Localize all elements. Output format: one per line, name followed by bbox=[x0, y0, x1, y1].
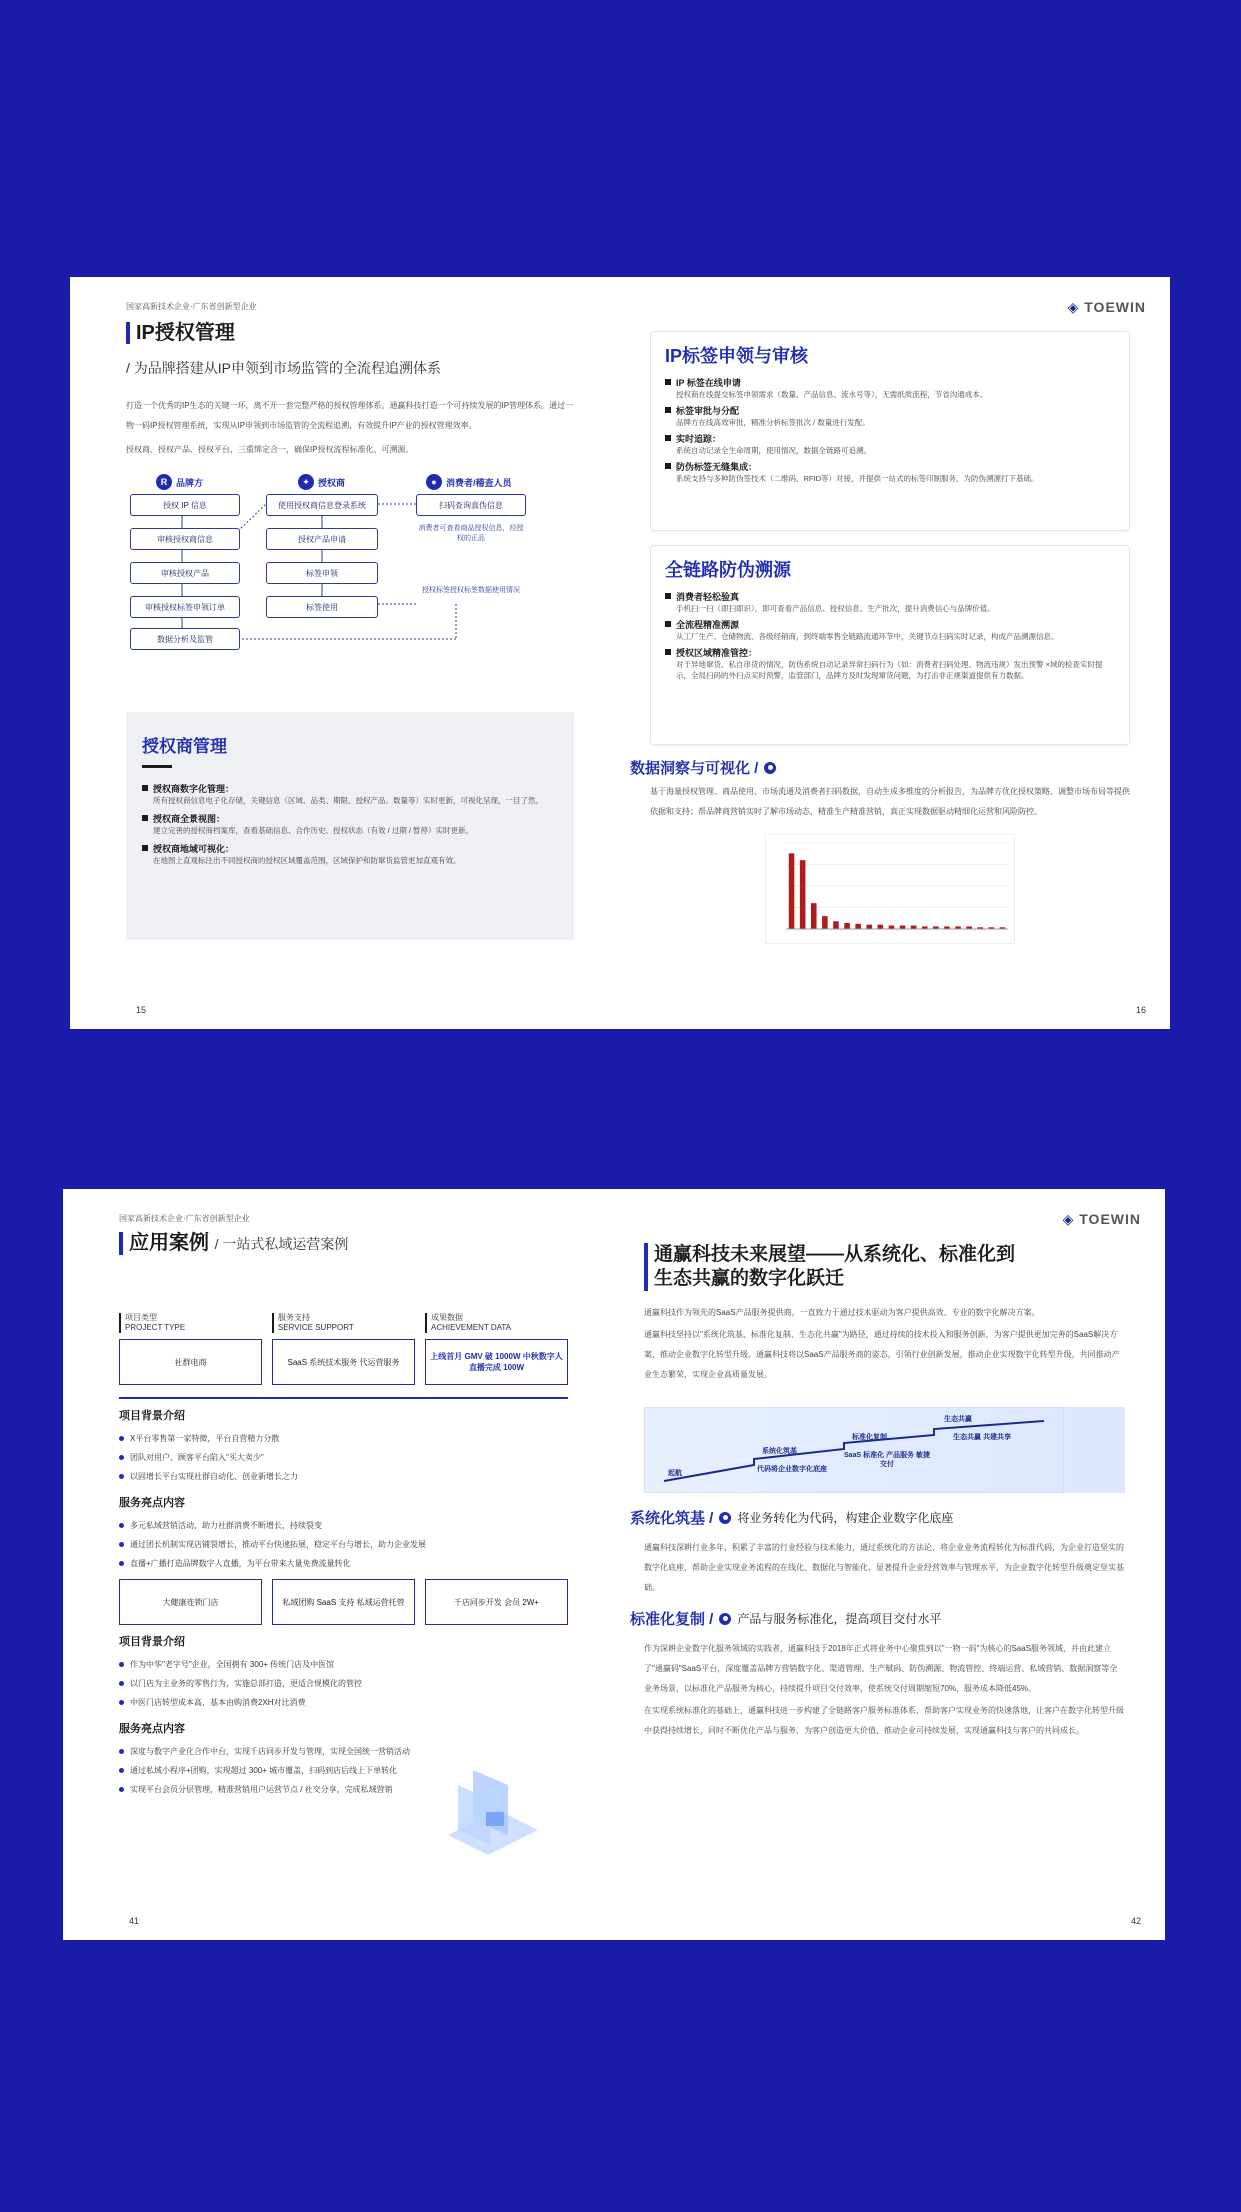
meta-project-type: 项目类型 PROJECT TYPE 社群电商 bbox=[119, 1313, 262, 1385]
chart-bar bbox=[878, 925, 884, 929]
flow-box: 授权产品申请 bbox=[266, 528, 378, 550]
background-list-2 bbox=[119, 1655, 568, 1712]
chart-bar bbox=[844, 923, 850, 929]
flow-box: 审核授权标签申领订单 bbox=[130, 596, 240, 618]
list-item: 实现平台会员分层管理，精准营销用户运营节点 / 社交分享，完成私域营销 bbox=[119, 1780, 449, 1799]
section-heading-standardization: 标准化复制 / 产品与服务标准化，提高项目交付水平 bbox=[630, 1611, 942, 1628]
ip-flow-diagram bbox=[126, 474, 574, 674]
project-meta-row bbox=[119, 1313, 568, 1385]
bullet-head: 实时追踪： bbox=[665, 432, 1115, 445]
chart-bar bbox=[822, 916, 828, 929]
ribbon-label: 系统化筑基 bbox=[762, 1448, 797, 1455]
list-item: 中医门店转型成本高，基本由购消费2XH对比消费 bbox=[119, 1693, 568, 1712]
intro-paragraph: 通赢科技作为领先的SaaS产品服务提供商，一直致力于通过技术驱动为客户提供高效、专业的数字化解决方案。 bbox=[644, 1308, 1040, 1317]
chart-bar bbox=[800, 860, 806, 929]
list-item: 以门店为主业务的零售行为，实施总部打造，更适合规模化的管控 bbox=[119, 1674, 568, 1693]
bullet-desc: 建立完善的授权商档案库，查看基础信息、合作历史、授权状态（有效 / 过期 / 暂停）实时更新。 bbox=[153, 826, 473, 835]
list-item: 通过私域小程序+团购，实现超过 300+ 城市覆盖，扫码到店后线上下单转化 bbox=[119, 1761, 449, 1780]
ribbon-label: 代码将企业数字化底座 bbox=[757, 1466, 827, 1473]
standardization-paragraph: 作为深耕企业数字化服务领域的实践者，通赢科技于2018年正式将业务中心聚焦到以"一物一码"为核心的SaaS服务领域，并由此建立了"通赢码"SaaS平台，深度覆盖品牌方营销数字化、渠道管理、生产赋码、防伪溯源、物流管控、终端运营、私域营销、数据洞察等全业务场景，以标准化产品服务为核心，持续提升项目交付效率，使系统交付周期缩短70%，服务成本降低45%。 bbox=[644, 1644, 1118, 1693]
meta-value: 私域团购 SaaS 支持 私域运营托管 bbox=[272, 1579, 415, 1625]
flow-box: 标签申领 bbox=[266, 562, 378, 584]
flow-box: 扫码查询真伪信息 bbox=[416, 494, 526, 516]
network-icon: ✦ bbox=[298, 474, 314, 490]
page-number: 41 bbox=[129, 1916, 140, 1926]
toewin-logo: ◈ TOEWIN bbox=[1062, 1211, 1141, 1227]
page-title: 应用案例 / 一站式私域运营案例 bbox=[119, 1232, 568, 1255]
page-41 bbox=[63, 1189, 614, 1940]
bullet-head: 防伪标签无缝集成： bbox=[665, 460, 1115, 473]
anti-counterfeit-card bbox=[650, 545, 1130, 745]
meta-value: SaaS 系统技术服务 代运营服务 bbox=[272, 1339, 415, 1385]
bullet-desc: 品牌方在线高效审批，精准分析标签批次 / 数量进行发配。 bbox=[676, 418, 870, 427]
list-item: 以固增长平台实现社群自动化、创业新增长之力 bbox=[119, 1467, 568, 1486]
highlights-list-2 bbox=[119, 1742, 449, 1799]
meta-value: 千店同步开发 会员 2W+ bbox=[425, 1579, 568, 1625]
ribbon-label: 标准化复制 bbox=[852, 1434, 887, 1441]
page-title: 通赢科技未来展望——从系统化、标准化到生态共赢的数字化跃迁 bbox=[644, 1243, 1024, 1291]
section-heading: 服务亮点内容 bbox=[119, 1497, 185, 1509]
flow-box: 授权 IP 信息 bbox=[130, 494, 240, 516]
bullet-desc: 在地图上直观标注出不同授权商的授权区域覆盖范围，区域保护和防窜货监管更加直观有效。 bbox=[153, 856, 461, 865]
chart-bar bbox=[789, 853, 795, 929]
bullet-head: 授权商全景视图： bbox=[142, 812, 558, 825]
licensee-column-head: ✦ 授权商 bbox=[298, 474, 345, 490]
chart-bar bbox=[889, 926, 895, 929]
background-list bbox=[119, 1429, 568, 1486]
meta-achievement: 成果数据 ACHIEVEMENT DATA 上线首月 GMV 破 1000W 中秋数字人直播完成 100W bbox=[425, 1313, 568, 1385]
page-42 bbox=[614, 1189, 1165, 1940]
list-item: 深度与数字产业化合作中台，实现千店同步开发与管理，实现全国统一营销活动 bbox=[119, 1742, 449, 1761]
roadmap-ribbon bbox=[644, 1407, 1125, 1493]
bullet-desc: 对于异地窜货、私自串货的情况，防伪系统自动记录异常扫码行为（如：消费者扫码处理、物流违规）发出预警 ×域的检查实时提示，全局扫码的外扫点实时预警，监管部门，品牌方及时发现窜货问题，为打击非正规渠道提供有力数据。 bbox=[676, 660, 1103, 680]
bullet-desc: 系统支持与多种防伪签技术（二维码、RFID等）对接，并提供一站式的标签印制服务，为防伪溯源打下基础。 bbox=[676, 474, 1039, 483]
section-heading: 项目背景介绍 bbox=[119, 1410, 185, 1422]
title-underline bbox=[142, 765, 172, 768]
section-divider bbox=[119, 1397, 568, 1399]
page-number: 16 bbox=[1135, 1005, 1146, 1015]
highlights-list bbox=[119, 1516, 568, 1573]
insight-paragraph: 基于海量授权管理、商品使用、市场流通及消费者扫码数据，自动生成多维度的分析报告，为品牌方优化授权策略、调整市场布局等提供依据和支持；帮品牌商营销实时了解市场动态，精准生产精准营销，真正实现数据驱动精细化运营和风险防控。 bbox=[650, 787, 1130, 816]
bullet-head: 授权区域精准管控： bbox=[665, 646, 1115, 659]
running-head: 国家高新技术企业·广东省创新型企业 bbox=[126, 302, 257, 311]
meta-value: 上线首月 GMV 破 1000W 中秋数字人直播完成 100W bbox=[425, 1339, 568, 1385]
meta-value: 大健康连锁门店 bbox=[119, 1579, 262, 1625]
brand-r-icon: R bbox=[156, 474, 172, 490]
ip-label-card bbox=[650, 331, 1130, 531]
ribbon-label: 起航 bbox=[668, 1470, 682, 1477]
spread-ip-management bbox=[70, 277, 1170, 1029]
flow-box: 使用授权商信息登录系统 bbox=[266, 494, 378, 516]
box-title: 授权商管理 bbox=[142, 737, 227, 756]
list-item: 多元私域营销活动，助力社群消费不断增长，持续裂变 bbox=[119, 1516, 568, 1535]
bullet-desc: 从工厂生产、仓储物流、各级经销商，到终端零售全链路流通环节中，关键节点扫码实时记录，构成产品溯源信息。 bbox=[676, 632, 1059, 641]
bullet-desc: 所有授权商信息电子化存储，关键信息（区域、品类、期限、授权产品、数量等）实时更新，可视化呈现，一目了然。 bbox=[153, 796, 543, 805]
brand-column-head: R 品牌方 bbox=[156, 474, 203, 490]
list-item: 直播+广播打造品牌数字人直播，为平台带来大量免费流量转化 bbox=[119, 1554, 568, 1573]
roadmap-steps bbox=[644, 1407, 1064, 1493]
systemization-paragraph: 通赢科技深耕行业多年，积累了丰富的行业经验与技术能力，通过系统化的方法论，将企业业务流程转化为标准代码，为企业打造坚实的数字化底座，帮助企业实现业务流程的在线化、数据化与智能化，显著提升企业经营效率与管理水平，为企业数字化转型升级奠定坚实基础。 bbox=[644, 1543, 1124, 1592]
bullet-head: 全流程精准溯源 bbox=[665, 618, 1115, 631]
chart-bar bbox=[833, 921, 839, 929]
page-16 bbox=[620, 277, 1170, 1029]
meta-service-support: 服务支持 SERVICE SUPPORT SaaS 系统技术服务 代运营服务 bbox=[272, 1313, 415, 1385]
target-icon bbox=[719, 1512, 731, 1524]
bullet-desc: 手机扫一扫（即扫即识），即可查看产品信息、授权信息、生产批次，提升消费信心与品牌价值。 bbox=[676, 604, 995, 613]
page-number: 15 bbox=[136, 1005, 147, 1015]
list-item: 团队对用户、顾客平台陷入"买大卖少" bbox=[119, 1448, 568, 1467]
bullet-head: 授权商地域可视化： bbox=[142, 842, 558, 855]
card-title: IP标签申领与审核 bbox=[665, 346, 809, 366]
page-number: 42 bbox=[1130, 1916, 1141, 1926]
flow-box: 审核授权商信息 bbox=[130, 528, 240, 550]
section-heading: 项目背景介绍 bbox=[119, 1636, 185, 1648]
glass-panel-illustration bbox=[428, 1750, 548, 1870]
consumer-column-head: ● 消费者/稽查人员 bbox=[426, 474, 512, 490]
flow-note: 授权标签授权标签数据使用情况 bbox=[422, 587, 520, 594]
flow-box: 数据分析及监管 bbox=[130, 628, 240, 650]
flow-box: 标签使用 bbox=[266, 596, 378, 618]
section-heading-systemization: 系统化筑基 / 将业务转化为代码，构建企业数字化底座 bbox=[630, 1510, 954, 1527]
person-icon: ● bbox=[426, 474, 442, 490]
bullet-head: 标签审批与分配 bbox=[665, 404, 1115, 417]
page-title: IP授权管理 bbox=[126, 322, 574, 344]
ribbon-label: 生态共赢 bbox=[944, 1416, 972, 1423]
section-heading: 服务亮点内容 bbox=[119, 1723, 185, 1735]
chart-bar bbox=[866, 925, 872, 929]
standardization-paragraph-2: 在实现系统标准化的基础上，通赢科技进一步构建了全链路客户服务标准体系，帮助客户实现业务的快速落地，让客户在数字化转型升级中获得持续增长，同时不断优化产品与服务，为客户创造更大价值，推动企业可持续发展，实现通赢科技与客户的共同成长。 bbox=[644, 1706, 1124, 1735]
chart-bar bbox=[855, 924, 861, 929]
licensee-management-box bbox=[126, 712, 574, 940]
insight-heading: 数据洞察与可视化 / bbox=[630, 757, 1130, 778]
bar-chart bbox=[765, 834, 1015, 944]
target-icon bbox=[764, 762, 776, 774]
list-item: 通过团长机制实现店铺裂增长，推动平台快速拓展，稳定平台与增长，助力企业发展 bbox=[119, 1535, 568, 1554]
list-item: X平台零售第一家特微，平台自营精力分散 bbox=[119, 1429, 568, 1448]
bullet-desc: 授权商在线提交标签申领需求（数量、产品信息、流水号等），无需纸质流程，节省沟通成本。 bbox=[676, 390, 988, 399]
spread-case-study bbox=[63, 1189, 1165, 1940]
intro-paragraph: 打造一个优秀的IP生态的关键一环，离不开一套完整严格的授权管理体系。通赢科技打造一个可持续发展的IP管理体系。通过一物一码IP授权管理系统，实现从IP申领到市场监管的全流程追溯，有效提升IP产业的授权管理效率。 bbox=[126, 401, 574, 430]
chart-bar bbox=[911, 926, 917, 929]
ribbon-label: SaaS 标准化 产品服务 敏捷交付 bbox=[844, 1452, 930, 1468]
flow-note: 消费者可查看商品授权信息，经授权的正品 bbox=[418, 525, 524, 542]
chart-svg bbox=[766, 835, 1016, 945]
intro-paragraph-2: 授权商、授权产品、授权平台，三重绑定合一，确保IP授权流程标准化、可溯源。 bbox=[126, 445, 414, 454]
page-15 bbox=[70, 277, 620, 1029]
chart-bar bbox=[811, 903, 817, 929]
bullet-head: 授权商数字化管理： bbox=[142, 782, 558, 795]
card-title: 全链路防伪溯源 bbox=[665, 560, 791, 580]
target-icon bbox=[719, 1613, 731, 1625]
running-head: 国家高新技术企业·广东省创新型企业 bbox=[119, 1214, 250, 1223]
intro-paragraph-2: 通赢科技坚持以"系统化筑基、标准化复制、生态化共赢"为路径，通过持续的技术投入和服务创新，为客户提供更加完善的SaaS解决方案，推动企业数字化转型升级。通赢科技将以SaaS产品服务商的姿态，引领行业创新发展，推动企业实现数字化转型升级，共同推动产业生态繁荣，实现企业高质量发展。 bbox=[644, 1330, 1120, 1379]
meta-value: 社群电商 bbox=[119, 1339, 262, 1385]
bullet-head: IP 标签在线申请 bbox=[665, 376, 1115, 389]
flow-box: 审核授权产品 bbox=[130, 562, 240, 584]
bullet-desc: 系统自动记录全生命周期，使用情况，数据全链路可追溯。 bbox=[676, 446, 871, 455]
page-subtitle: / 为品牌搭建从IP申领到市场监管的全流程追溯体系 bbox=[126, 360, 442, 376]
case-2-meta-boxes bbox=[119, 1579, 568, 1625]
bullet-head: 消费者轻松验真 bbox=[665, 590, 1115, 603]
list-item: 作为中华"老字号"企业，全国拥有 300+ 传统门店及中医馆 bbox=[119, 1655, 568, 1674]
toewin-logo: ◈ TOEWIN bbox=[1067, 299, 1146, 315]
chart-bar bbox=[900, 926, 906, 929]
ribbon-label: 生态共赢 共建共享 bbox=[953, 1434, 1011, 1441]
